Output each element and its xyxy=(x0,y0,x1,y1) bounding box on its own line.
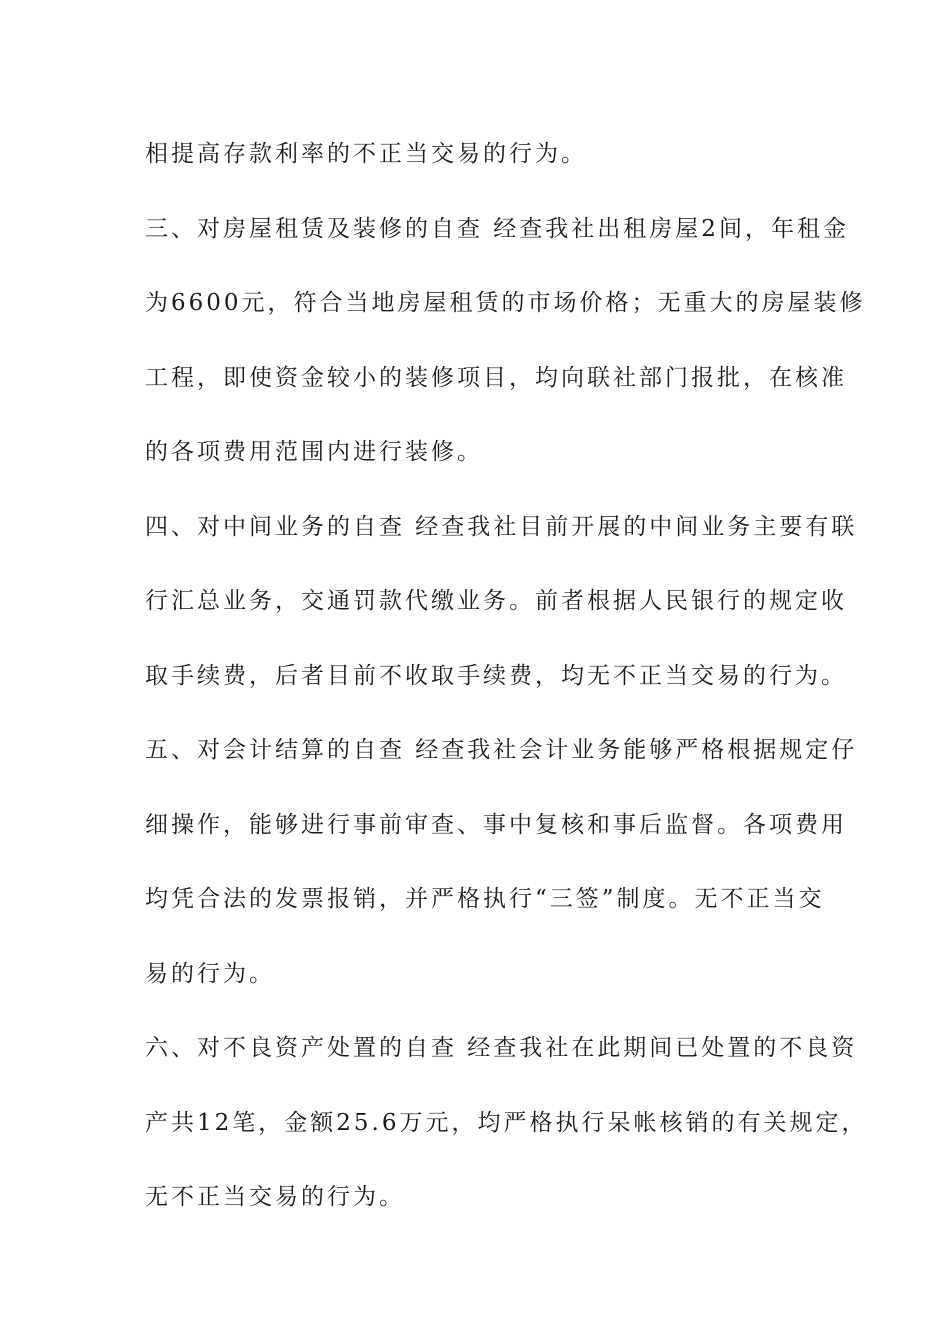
text-line: 细操作，能够进行事前审查、事中复核和事后监督。各项费用 xyxy=(145,812,847,838)
text-line: 无不正当交易的行为。 xyxy=(145,1184,405,1210)
text-line: 三、对房屋租赁及装修的自查 经查我社出租房屋2间，年租金 xyxy=(145,216,849,242)
text-line: 六、对不良资产处置的自查 经查我社在此期间已处置的不良资 xyxy=(145,1035,858,1061)
text-line: 五、对会计结算的自查 经查我社会计业务能够严格根据规定仔 xyxy=(145,737,858,763)
text-line: 四、对中间业务的自查 经查我社目前开展的中间业务主要有联 xyxy=(145,514,858,540)
text-line: 取手续费，后者目前不收取手续费，均无不正当交易的行为。 xyxy=(145,663,847,689)
text-line: 工程，即使资金较小的装修项目，均向联社部门报批，在核准 xyxy=(145,365,847,391)
text-line: 均凭合法的发票报销，并严格执行“三签”制度。无不正当交 xyxy=(145,886,825,912)
text-line: 产共12笔，金额25.6万元，均严格执行呆帐核销的有关规定， xyxy=(145,1110,868,1136)
text-line: 相提高存款利率的不正当交易的行为。 xyxy=(145,141,587,167)
text-line: 易的行为。 xyxy=(145,961,275,987)
text-line: 行汇总业务，交通罚款代缴业务。前者根据人民银行的规定收 xyxy=(145,588,847,614)
text-line: 为6600元，符合当地房屋租赁的市场价格；无重大的房屋装修 xyxy=(145,290,866,316)
text-line: 的各项费用范围内进行装修。 xyxy=(145,439,483,465)
